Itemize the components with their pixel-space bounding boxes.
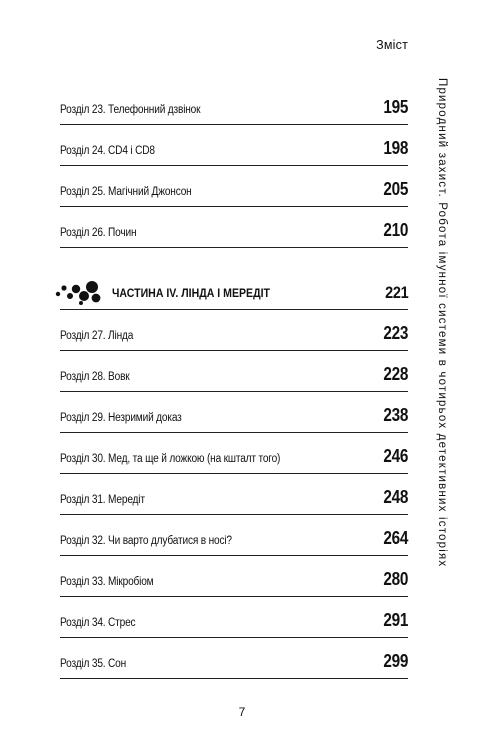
toc-entry-page: 291 [383, 610, 408, 630]
toc-entry[interactable] [60, 433, 408, 474]
toc-entry-page: 238 [383, 405, 408, 425]
toc-entry[interactable] [60, 638, 408, 679]
toc-entry[interactable] [60, 474, 408, 515]
toc-entry-page: 223 [383, 323, 408, 343]
toc-entry[interactable] [60, 125, 408, 166]
toc-entry-page: 248 [383, 487, 408, 507]
toc-entry[interactable] [60, 556, 408, 597]
toc-entry[interactable] [60, 84, 408, 125]
toc-entry[interactable] [60, 166, 408, 207]
toc-entry-page: 299 [383, 651, 408, 671]
toc-entry-label: Розділ 35. Сон [60, 658, 127, 670]
toc-entry-page: 195 [383, 97, 408, 117]
blobs-icon [54, 276, 104, 306]
toc-entry-label: Розділ 25. Магічний Джонсон [60, 186, 192, 198]
book-subtitle-vertical: Природний захист. Робота імунної системи в чотирьох детективних історіях [436, 78, 448, 568]
toc-entry-label: Розділ 34. Стрес [60, 617, 136, 629]
toc-entry-page: 210 [383, 220, 408, 240]
toc-entry-page: 228 [383, 364, 408, 384]
toc-entry[interactable] [60, 515, 408, 556]
toc-entry-label: Розділ 24. CD4 і CD8 [60, 145, 155, 157]
page-number: 7 [238, 705, 246, 719]
toc-part-label: ЧАСТИНА IV. ЛІНДА І МЕРЕДІТ [112, 286, 271, 300]
toc-entry-page: 198 [383, 138, 408, 158]
toc-entry-page: 205 [383, 179, 408, 199]
section-title: Зміст [376, 38, 408, 52]
toc-part-page: 221 [384, 283, 408, 302]
toc-entry-label: Розділ 29. Незримий доказ [60, 412, 182, 424]
toc-entry[interactable] [60, 351, 408, 392]
toc-entry-label: Розділ 28. Вовк [60, 371, 130, 383]
toc-entry-page: 280 [383, 569, 408, 589]
toc-entry[interactable] [60, 207, 408, 248]
toc-entry-label: Розділ 26. Почин [60, 227, 137, 239]
table-of-contents [60, 84, 408, 679]
toc-entry-label: Розділ 31. Мередіт [60, 494, 145, 506]
toc-entry-label: Розділ 23. Телефонний дзвінок [60, 104, 201, 116]
toc-entry-label: Розділ 33. Мікробіом [60, 576, 154, 588]
toc-entry-label: Розділ 27. Лінда [60, 330, 134, 342]
toc-entry[interactable] [60, 392, 408, 433]
toc-entry[interactable] [60, 310, 408, 351]
toc-part-heading[interactable] [60, 248, 408, 310]
toc-entry-page: 246 [383, 446, 408, 466]
toc-entry-label: Розділ 30. Мед, та ще й ложкою (на кшталт того) [60, 453, 281, 465]
toc-entry-page: 264 [383, 528, 408, 548]
toc-entry[interactable] [60, 597, 408, 638]
toc-entry-label: Розділ 32. Чи варто длубатися в носі? [60, 535, 232, 547]
